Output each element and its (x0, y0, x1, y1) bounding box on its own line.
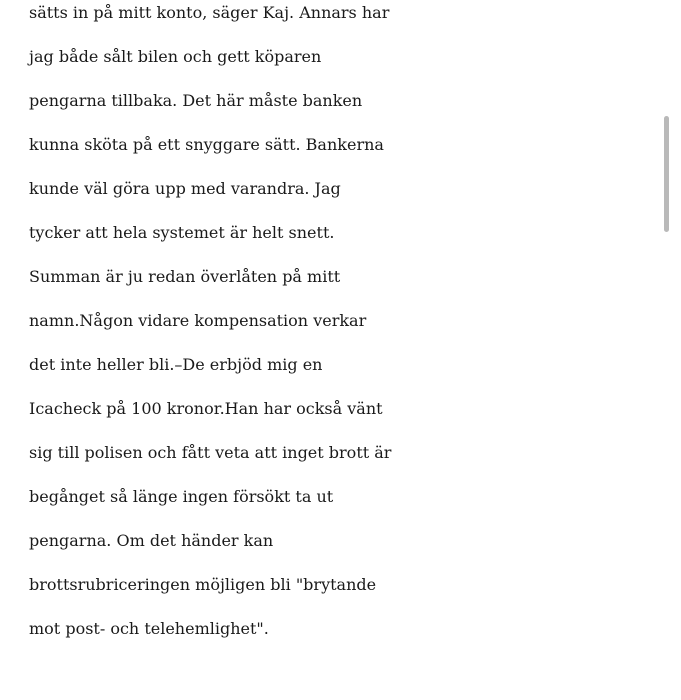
article-text-line: pengarna. Om det händer kan (29, 531, 274, 550)
article-text-line: kunde väl göra upp med varandra. Jag (29, 179, 341, 198)
article-text-line: pengarna tillbaka. Det här måste banken (29, 91, 363, 110)
article-text-line: kunna sköta på ett snyggare sätt. Bankerna (29, 135, 384, 154)
article-text-line: tycker att hela systemet är helt snett. (29, 223, 335, 242)
scrollbar-thumb[interactable] (664, 116, 669, 232)
article-text-line: jag både sålt bilen och gett köparen (29, 47, 322, 66)
article-text-line: mot post- och telehemlighet". (29, 619, 269, 638)
article-text-line: det inte heller bli.–De erbjöd mig en (29, 355, 323, 374)
article-text-line: Icacheck på 100 kronor.Han har också vänt (29, 399, 383, 418)
article-text-line: brottsrubriceringen möjligen bli "brytande (29, 575, 377, 594)
article-text-line: sätts in på mitt konto, säger Kaj. Annars har (29, 3, 390, 22)
article-text-line: sig till polisen och fått veta att inget brott är (29, 443, 392, 462)
article-text-line: Summan är ju redan överlåten på mitt (29, 267, 341, 286)
article-text-line: begånget så länge ingen försökt ta ut (29, 487, 334, 506)
article-text-line: namn.Någon vidare kompensation verkar (29, 311, 367, 330)
